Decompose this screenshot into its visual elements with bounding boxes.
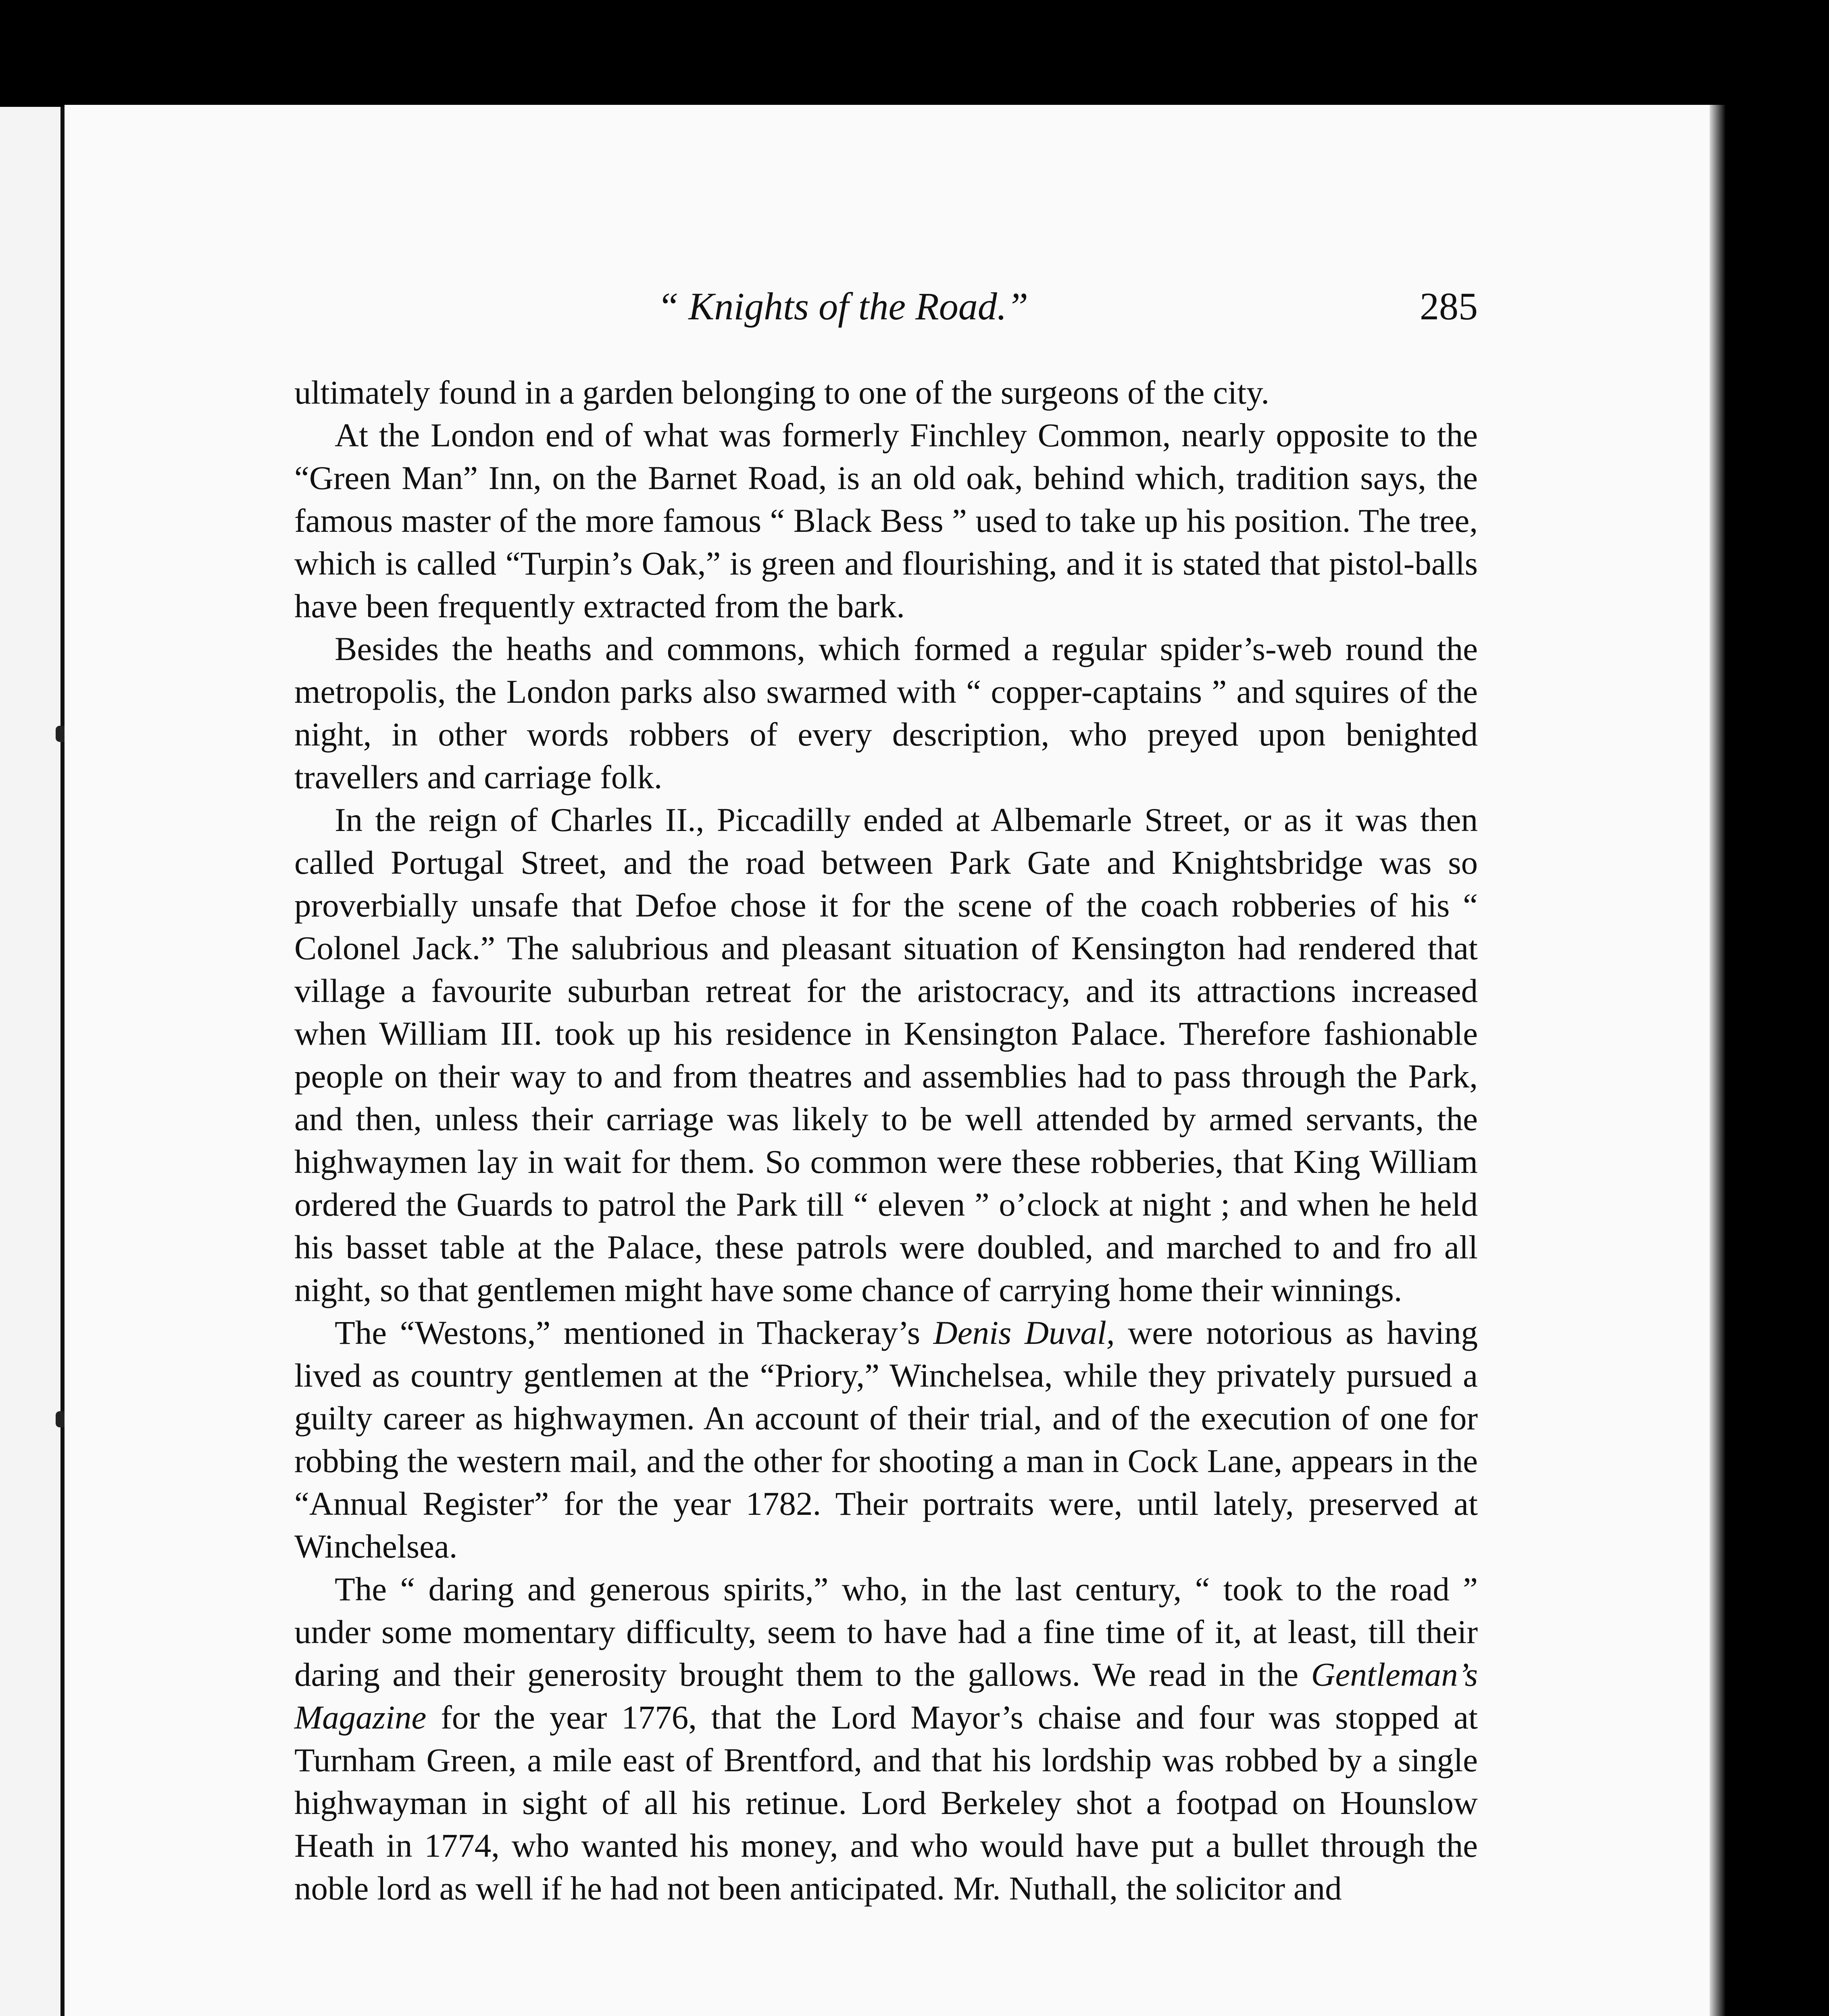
paragraph	[294, 627, 1478, 798]
page-number: 285	[1420, 285, 1478, 328]
running-title: “ Knights of the Road.”	[657, 285, 1029, 328]
periodical-title: Gentleman’s Magazine	[294, 1656, 1478, 1736]
text-segment: for the year 1776, that the Lord Mayor’s chaise and four was stopped at Turnham Green, a mile east of Brentford, and that his lordship was robbed by a single highwayman in sight of all his retinue. Lord Berkeley shot a footpad on Hounslow Heath in 1774, who wanted his money, and who would have put a bullet through the noble lord as well if he had not been anticipated. Mr. Nuthall, the solicitor and	[294, 1699, 1478, 1907]
text-segment: In the reign of Charles II., Piccadilly ended at Albemarle Street, or as it was then called Portugal Street, and the road between Park Gate and Knightsbridge was so proverbially unsafe that Defoe chose it for the scene of the coach robberies of his “ Colonel Jack.” The salubrious and pleasant situation of Kensington had rendered that village a favourite suburban retreat for the aristocracy, and its attractions increased when William III. took up his residence in Kensington Palace. Therefore fashionable people on their way to and from theatres and assemblies had to pass through the Park, and then, unless their carriage was likely to be well attended by armed servants, the highwaymen lay in wait for them. So common were these robberies, that King William ordered the Guards to patrol the Park till “ eleven ” o’clock at night ; and when he held his basset table at the Palace, these patrols were doubled, and marched to and fro all night, so that gentlemen might have some chance of carrying home their winnings.	[294, 801, 1478, 1308]
text-segment: At the London end of what was formerly Finchley Common, nearly opposite to the “Green Man” Inn, on the Barnet Road, is an old oak, behind which, tradition says, the famous master of the more famous “ Black Bess ” used to take up his position. The tree, which is called “Turpin’s Oak,” is green and flourishing, and it is stated that pistol-balls have been frequently extracted from the bark.	[294, 417, 1478, 625]
body-text	[294, 371, 1478, 1910]
text-segment: The “Westons,” mentioned in Thackeray’s	[335, 1314, 933, 1351]
text-segment: were notorious as having lived as country gentlemen at the “Priory,” Winchelsea, while they privately pursued a guilty career as highwaymen. An account of their trial, and of the execution of one for robbing the western mail, and the other for shooting a man in Cock Lane, appears in the “Annual Register” for the year 1782. Their portraits were, until lately, preserved at Winchelsea.	[294, 1314, 1478, 1565]
text-segment: The “ daring and generous spirits,” who, in the last century, “ took to the road ” under some momentary difficulty, seem to have had a fine time of it, at least, till their daring and their generosity brought them to the gallows. We read in the	[294, 1570, 1478, 1693]
book-title: Denis Duval,	[933, 1314, 1115, 1351]
paragraph	[294, 414, 1478, 627]
paragraph	[294, 798, 1478, 1311]
running-head	[294, 282, 1478, 331]
paragraph	[294, 371, 1478, 414]
facing-page-edge	[0, 107, 65, 2016]
text-segment: Besides the heaths and commons, which formed a regular spider’s-web round the metropolis, the London parks also swarmed with “ copper-captains ” and squires of the night, in other words robbers of every description, who preyed upon benighted travellers and carriage folk.	[294, 630, 1478, 796]
paragraph	[294, 1311, 1478, 1568]
page-gutter-shadow	[1710, 105, 1726, 2016]
paragraph	[294, 1568, 1478, 1910]
text-segment: ultimately found in a garden belonging to one of the surgeons of the city.	[294, 374, 1269, 411]
